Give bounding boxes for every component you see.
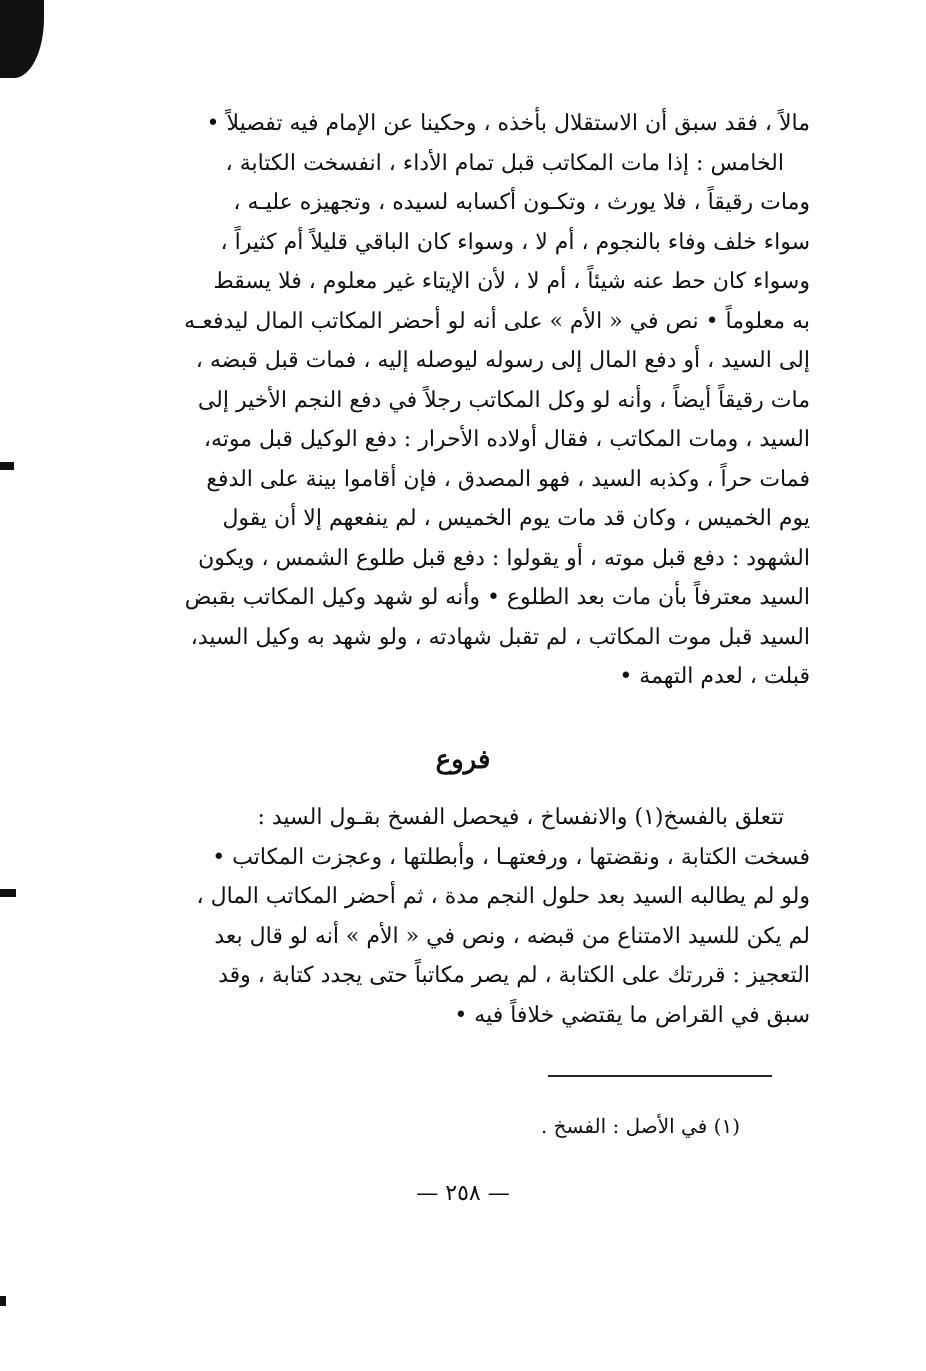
footnote-divider [548, 1075, 772, 1077]
text-line: سبق في القراض ما يقتضي خلافاً فيه • [454, 1002, 810, 1028]
footnote: (١) في الأصل : الفسخ . [540, 1114, 740, 1138]
text-line: مالاً ، فقد سبق أن الاستقلال بأخذه ، وحكينا عن الإمام فيه تفصيلاً • [206, 111, 810, 136]
text-line: فسخت الكتابة ، ونقضتها ، ورفعتهـا ، وأبطلتها ، وعجزت المكاتب • [212, 844, 810, 870]
scan-margin-mark [0, 462, 14, 470]
text-line: يوم الخميس ، وكان قد مات يوم الخميس ، لم ينفعهم إلا أن يقول [222, 506, 810, 531]
text-line: لم يكن للسيد الامتناع من قبضه ، ونص في « الأم » أنه لو قال بعد [214, 923, 810, 949]
text-line: السيد معترفاً بأن مات بعد الطلوع • وأنه لو شهد وكيل المكاتب بقبض [184, 585, 810, 610]
text-line: مات رقيقاً أيضاً ، وأنه لو وكل المكاتب رجلاً في دفع النجم الأخير إلى [197, 387, 810, 413]
text-line: وسواء كان حط عنه شيئاً ، أم لا ، لأن الإيتاء غير معلوم ، فلا يسقط [213, 269, 810, 294]
text-line: السيد ، ومات المكاتب ، فقال أولاده الأحرار : دفع الوكيل قبل موته، [203, 427, 810, 452]
scan-margin-mark [0, 889, 16, 897]
text-line: ولو لم يطالبه السيد بعد حلول النجم مدة ، ثم أحضر المكاتب المال ، [196, 884, 810, 909]
section-heading: فروع [435, 745, 491, 775]
text-line: به معلوماً • نص في « الأم » على أنه لو أحضر المكاتب المال ليدفعـه [184, 308, 810, 334]
text-line: السيد قبل موت المكاتب ، لم تقبل شهادته ، ولو شهد به وكيل السيد، [190, 624, 810, 650]
scan-margin-mark [0, 1296, 6, 1306]
text-line: ومات رقيقاً ، فلا يورث ، وتكـون أكسابه لسيده ، وتجهيزه عليـه ، [233, 190, 810, 215]
text-line: إلى السيد ، أو دفع المال إلى رسوله ليوصله إليه ، فمات قبل قبضه ، [195, 348, 810, 373]
text-line: فمات حراً ، وكذبه السيد ، فهو المصدق ، فإن أقاموا بينة على الدفع [206, 466, 810, 492]
text-line: سواء خلف وفاء بالنجوم ، أم لا ، وسواء كان الباقي قليلاً أم كثيراً ، [220, 229, 810, 255]
text-line: قبلت ، لعدم التهمة • [619, 664, 810, 689]
page-number: — ٢٥٨ — [416, 1181, 510, 1206]
text-line: الخامس : إذا مات المكاتب قبل تمام الأداء ، انفسخت الكتابة ، [225, 150, 784, 176]
scan-edge-mark [0, 0, 44, 78]
main-paragraphs [118, 104, 810, 697]
text-line: التعجيز : قررتك على الكتابة ، لم يصر مكاتباً حتى يجدد كتابة ، وقد [218, 963, 810, 988]
text-line: الشهود : دفع قبل موته ، أو يقولوا : دفع قبل طلوع الشمس ، ويكون [198, 545, 810, 571]
text-line: تتعلق بالفسخ(١) والانفساخ ، فيحصل الفسخ بقـول السيد : [257, 805, 784, 830]
section-paragraph [118, 798, 810, 1035]
